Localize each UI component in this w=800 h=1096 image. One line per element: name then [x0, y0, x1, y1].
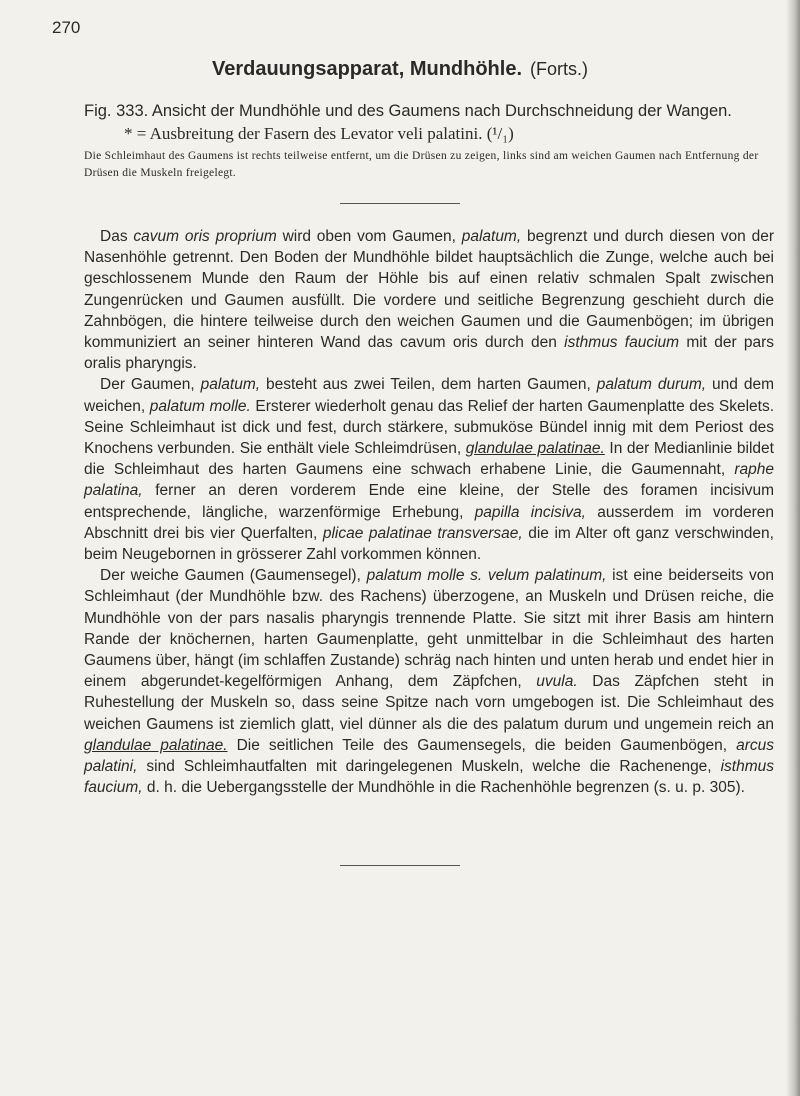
- term-uvula: uvula.: [536, 673, 578, 691]
- paragraph-gaumen: [84, 374, 774, 565]
- page-number: 270: [52, 18, 81, 37]
- term-cavum-oris-proprium: cavum oris proprium: [133, 228, 277, 245]
- term-palatum: palatum,: [200, 376, 261, 394]
- text-run: Das: [100, 228, 134, 245]
- text-run: Die seitlichen Teile des Gaumensegels, die beiden Gaumenbögen,: [227, 736, 737, 754]
- term-isthmus-faucium: isthmus faucium,: [84, 758, 774, 797]
- caption-legend: * = Ausbreitung der Fasern des Levator veli palatini. (¹/₁): [124, 124, 514, 143]
- term-palatum: palatum,: [461, 228, 522, 245]
- text-run: In der Medianlinie bildet die Schleimhaut des harten Gaumens eine schwach erhabene Linie, die Gaumennaht,: [84, 440, 774, 479]
- text-run: ausserdem im vorderen Abschnitt drei bis vier Querfalten,: [84, 503, 774, 542]
- divider-rule-bottom: [340, 865, 460, 866]
- term-isthmus-faucium: isthmus faucium: [564, 334, 680, 352]
- body-text: [84, 226, 774, 798]
- term-glandulae-palatinae: glandulae palatinae.: [84, 736, 228, 754]
- term-glandulae-palatinae: glandulae palatinae.: [465, 440, 605, 458]
- text-run: und dem weichen,: [84, 376, 774, 415]
- term-raphe-palatina: raphe palatina,: [84, 461, 774, 500]
- page-edge-shadow: [786, 0, 800, 1096]
- text-run: Der Gaumen,: [100, 376, 201, 394]
- divider-rule-top: [340, 203, 460, 204]
- paragraph-weicher-gaumen: [84, 565, 774, 798]
- text-run: Ersterer wiederholt genau das Relief der harten Gaumenplatte des Skelets. Seine Schleimhaut ist dick und fest, durch stärkere, submuköse Bündel innig mit dem Periost des Knochens verbunden. Sie enthält viele Schleimdrüsen,: [84, 397, 775, 458]
- text-run: Der weiche Gaumen (Gaumensegel),: [100, 567, 367, 585]
- header-title: Verdauungsapparat, Mundhöhle.: [211, 58, 523, 80]
- text-run: wird oben vom Gaumen,: [276, 228, 462, 245]
- term-plicae-palatinae-transversae: plicae palatinae transversae,: [322, 524, 523, 542]
- running-header: [0, 58, 800, 81]
- text-run: sind Schleimhautfalten mit daringelegenen Muskeln, welche die Rachenenge,: [137, 758, 721, 776]
- text-run: d. h. die Uebergangsstelle der Mundhöhle in die Rachenhöhle begrenzen (s. u. p. 305).: [142, 779, 745, 797]
- text-run: mit der pars oralis pharyngis.: [84, 334, 774, 373]
- figure-caption: [84, 100, 774, 182]
- caption-title: Fig. 333. Ansicht der Mundhöhle und des Gaumens nach Durchschneidung der Wangen.: [84, 102, 732, 120]
- text-run: ist eine beiderseits von Schleimhaut (der Mundhöhle bzw. des Rachens) überzogene, an Muskeln und Drüsen reiche, die Mundhöhle von der pars nasalis pharyngis trennende Platte. Sie sitzt mit ihrer Basis am hintern Rande der knöchernen, harten Gaumenplatte, geht unmittelbar in die Schleimhaut des harten Gaumens über, hängt (im schlaffen Zustande) schräg nach hinten und unten herab und endet hier in einem abgerundet-kegelförmigen Anhang, dem Zäpfchen,: [84, 567, 774, 691]
- caption-note: Die Schleimhaut des Gaumens ist rechts teilweise entfernt, um die Drüsen zu zeigen, links sind am weichen Gaumen nach Entfernung der Drüsen die Muskeln freigelegt.: [84, 150, 759, 179]
- term-palatum-durum: palatum durum,: [596, 376, 707, 394]
- text-run: besteht aus zwei Teilen, dem harten Gaumen,: [260, 376, 597, 394]
- text-run: ferner an deren vorderem Ende eine kleine, der Stelle des foramen incisivum entsprechende, längliche, warzenförmige Erhebung,: [84, 482, 774, 521]
- text-run: Das Zäpfchen steht in Ruhestellung der Muskeln so, dass seine Spitze nach vorn umgebogen ist. Die Schleimhaut des weichen Gaumens ist ziemlich glatt, viel dünner als die des palatum durum und ungemein reich an: [84, 673, 774, 733]
- header-continued: (Forts.): [530, 59, 589, 79]
- term-palatum-molle: palatum molle.: [149, 397, 251, 415]
- text-run: begrenzt und durch diesen von der Nasenhöhle getrennt. Den Boden der Mundhöhle bildet hauptsächlich die Zunge, welche auch bei geschlossenem Munde den Raum der Höhle bis auf einen relativ schmalen Spalt zwischen Zungenrücken und Gaumen ausfüllt. Die vordere und seitliche Begrenzung geschieht durch die Zahnbögen, die hintere teilweise durch den weichen Gaumen und die Gaumenbögen; im übrigen kommuniziert an seiner hinteren Wand das cavum oris durch den: [84, 228, 774, 352]
- text-run: die im Alter oft ganz verschwinden, beim Neugebornen in grösserer Zahl vorkommen können.: [84, 524, 774, 564]
- term-palatum-molle-velum: palatum molle s. velum palatinum,: [366, 567, 607, 585]
- term-arcus-palatini: arcus palatini,: [84, 736, 775, 776]
- paragraph-cavum-oris: [84, 226, 774, 374]
- term-papilla-incisiva: papilla incisiva,: [474, 503, 586, 521]
